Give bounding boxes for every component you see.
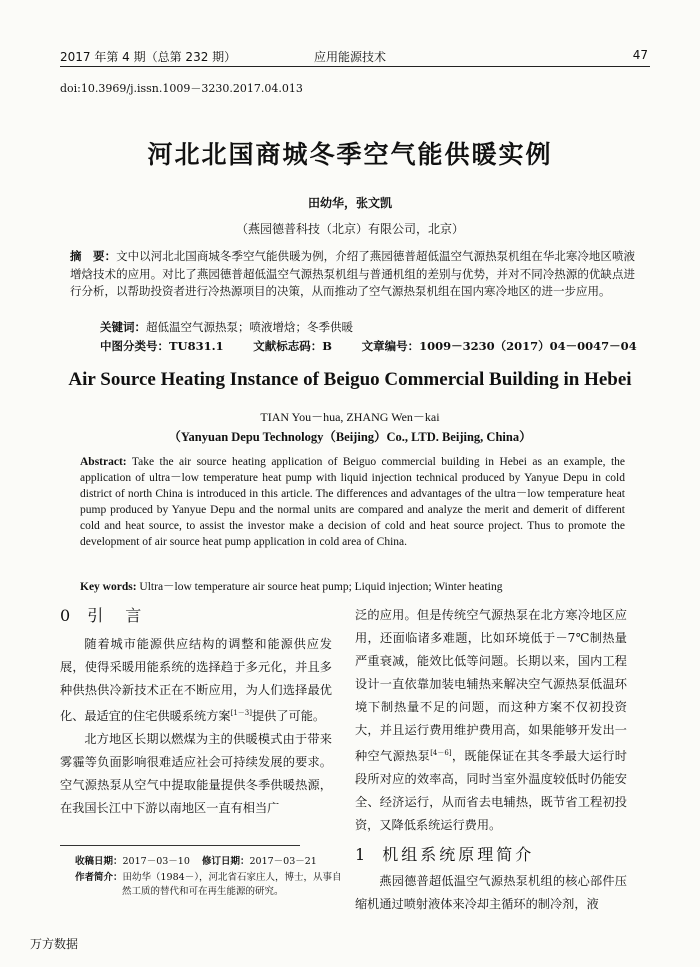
paragraph-intro-1	[60, 633, 332, 728]
citation-1-3[interactable]: [1－3]	[230, 709, 252, 717]
keywords-cn-label: 关键词：	[100, 320, 146, 334]
wanfang-watermark: 万方数据	[30, 937, 79, 951]
article-no-value: 1009－3230（2017）04－0047－04	[419, 339, 637, 353]
keywords-cn	[100, 319, 353, 335]
paragraph-continued	[355, 604, 627, 837]
paragraph-intro-2: 北方地区长期以燃煤为主的供暖模式由于带来雾霾等负面影响很难适应社会可持续发展的要求。空气源热泵从空气中提取能量提供冬季供暖热源，在我国长江中下游以南地区一直有相当广	[60, 732, 332, 816]
section-0-title: 引 言	[87, 606, 145, 625]
affiliation-cn: （燕园德普科技（北京）有限公司，北京）	[235, 222, 464, 236]
section-1-heading	[355, 843, 627, 866]
section-0-number: 0	[60, 606, 74, 625]
paragraph-continued-end: ，既能保证在其冬季最大运行时段所对应的效率高，同时当室外温度较低时仍能安全、经济运行，从而省去电辅热，既节省工程初投资，又降低系统运行费用。	[355, 749, 627, 833]
received-label: 收稿日期：	[75, 856, 123, 867]
title-en: Air Source Heating Instance of Beiguo Commercial Building in Hebei	[68, 369, 632, 390]
clc-label: 中图分类号：	[100, 339, 169, 353]
keywords-en	[80, 578, 502, 594]
footnote-dates	[75, 855, 317, 868]
body-left-column	[60, 604, 332, 820]
journal-name: 应用能源技术	[313, 50, 386, 64]
classification-line	[100, 338, 663, 354]
authors-en: TIAN You－hua, ZHANG Wen－kai	[260, 410, 440, 424]
footnote-rule	[60, 845, 300, 846]
revised-date: 2017－03－21	[249, 856, 317, 867]
author-label: 作者简介：	[75, 872, 123, 883]
abstract-cn	[70, 248, 635, 301]
footnote-author	[75, 871, 341, 884]
section-0-heading	[60, 604, 332, 627]
doc-code-value: B	[322, 339, 332, 353]
authors-cn: 田幼华，张文凯	[307, 196, 392, 210]
paragraph-principle: 燕园德普超低温空气源热泵机组的核心部件压缩机通过喷射液体来冷却主循环的制冷剂，液	[355, 874, 627, 912]
issue-info: 2017 年第 4 期（总第 232 期）	[60, 50, 237, 64]
citation-4-6[interactable]: [4－6]	[430, 749, 452, 757]
keywords-en-label: Key words:	[80, 581, 137, 593]
abstract-en-label: Abstract:	[80, 456, 127, 468]
section-1-title: 机组系统原理简介	[382, 845, 535, 865]
title-cn: 河北北国商城冬季空气能供暖实例	[147, 140, 553, 169]
abstract-cn-label: 摘 要：	[70, 249, 117, 263]
affiliation-en: （Yanyuan Depu Technology（Beijing）Co., LTD. Beijing, China）	[168, 430, 532, 444]
abstract-en-text: Take the air source heating application of Beiguo commercial building in Hebei as an example, the application of ultra－low temperature heat pump with liquid injection technical produced by Yanyue Depu in cold district of north China is introduced in this article. The differences and advantages of the ultra－low temperature heat pump produced by Yanyue Depu and the normal units are compared and analyze the merit and demerit of different cold and heat source, to assist the investor make a decision of cold and heat source project. Thus to promote the development of air source heat pump application in cold area of China.	[80, 456, 625, 548]
page-number: 47	[632, 48, 648, 62]
section-1-number: 1	[355, 845, 369, 865]
paragraph-intro-1-end: 提供了可能。	[252, 709, 326, 724]
paragraph-intro-1-text: 随着城市能源供应结构的调整和能源供应发展，使得采暖用能系统的选择趋于多元化，并且多种供热供冷新技术正在不断应用，为人们选择最优化、最适宜的住宅供暖系统方案	[60, 637, 332, 724]
abstract-cn-text: 文中以河北北国商城冬季空气能供暖为例，介绍了燕园德普超低温空气源热泵机组在华北寒冷地区喷液增焓技术的应用。对比了燕园德普超低温空气源热泵机组与普通机组的差别与优势，并对不同冷热源的优缺点进行分析，以帮助投资者进行冷热源项目的决策，从而推动了空气源热泵机组在国内寒冷地区的进一步应用。	[70, 249, 635, 298]
doc-code-label: 文献标志码：	[253, 339, 323, 353]
revised-label: 修订日期：	[201, 856, 250, 867]
keywords-en-text: Ultra－low temperature air source heat pump; Liquid injection; Winter heating	[139, 581, 503, 593]
footnote-author-line2: 然工质的替代和可在再生能源的研究。	[122, 886, 284, 897]
clc-value: TU831.1	[169, 339, 224, 353]
body-right-column	[355, 604, 627, 916]
header-rule	[60, 66, 650, 67]
doi[interactable]: doi:10.3969/j.issn.1009－3230.2017.04.013	[60, 82, 303, 95]
abstract-en	[80, 454, 625, 550]
received-date: 2017－03－10	[122, 856, 190, 867]
article-no-label: 文章编号：	[361, 339, 420, 353]
keywords-cn-text: 超低温空气源热泵；喷液增焓；冬季供暖	[146, 320, 353, 334]
paragraph-continued-text: 泛的应用。但是传统空气源热泵在北方寒冷地区应用，还面临诸多难题，比如环境低于－7℃制热量严重衰减，能效比低等问题。长期以来，国内工程设计一直依靠加装电辅热来解决空气源热泵低温环境下制热量不足的问题，而这种方案不仅初投资大，并且运行费用维护费用高，如果能够开发出一种空气源热泵	[355, 608, 627, 764]
author-bio-line1: 田幼华（1984－），河北省石家庄人，博士，从事自	[122, 872, 342, 883]
